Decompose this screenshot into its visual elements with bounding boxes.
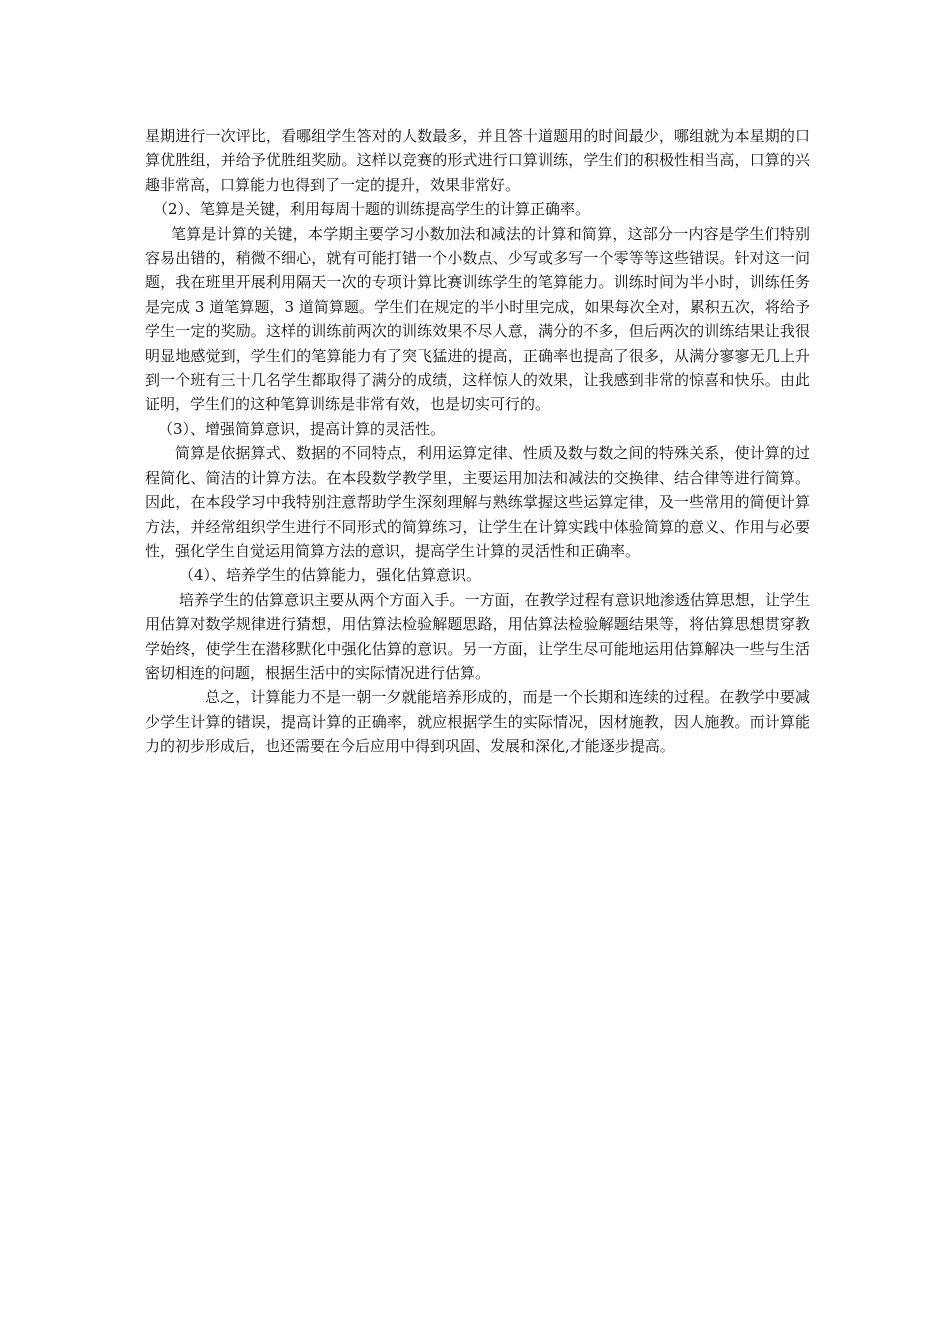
document-body (145, 124, 810, 759)
heading-written-calculation: （2）、笔算是关键，利用每周十题的训练提高学生的计算正确率。 (153, 200, 591, 219)
paragraph-simplified-calculation: 简算是依据算式、数据的不同特点，利用运算定律、性质及数与数之间的特殊关系，使计算的过程简化、简洁的计算方法。在本段数学教学里，主要运用加法和减法的交换律、结合律等进行简算。因此，在本段学习中我特别注意帮助学生深刻理解与熟练掌握这些运算定律，及一些常用的简便计算方法，并经常组织学生进行不同形式的简算练习，让学生在计算实践中体验简算的意义、作用与必要性，强化学生自觉运用简算方法的意识，提高学生计算的灵活性和正确率。 (145, 444, 810, 560)
heading-simplified-calculation: （3）、增强简算意识，提高计算的灵活性。 (158, 419, 446, 438)
paragraph-oral-arithmetic-contest: 星期进行一次评比，看哪组学生答对的人数最多，并且答十道题用的时间最少，哪组就为本星期的口算优胜组，并给予优胜组奖励。这样以竞赛的形式进行口算训练，学生们的积极性相当高，口算的兴趣非常高，口算能力也得到了一定的提升，效果非常好。 (145, 127, 810, 194)
paragraph-written-calculation: 笔算是计算的关键，本学期主要学习小数加法和减法的计算和简算，这部分一内容是学生们特别容易出错的，稍微不细心，就有可能打错一个小数点、少写或多写一个零等等这些错误。针对这一问题，我在班里开展利用隔天一次的专项计算比赛训练学生的笔算能力。训练时间为半小时，训练任务是完成 3 道笔算题，3 道简算题。学生们在规定的半小时里完成，如果每次全对，累积五次，将给予学生一定的奖励。这样的训练前两次的训练效果不尽人意，满分的不多，但后两次的训练结果让我很明显地感觉到，学生们的笔算能力有了突飞猛进的提高，正确率也提高了很多，从满分寥寥无几上升到一个班有三十几名学生都取得了满分的成绩，这样惊人的效果，让我感到非常的惊喜和快乐。由此证明，学生们的这种笔算训练是非常有效，也是切实可行的。 (145, 224, 810, 414)
paragraph-conclusion: 总之，计算能力不是一朝一夕就能培养形成的，而是一个长期和连续的过程。在教学中要减少学生计算的错误，提高计算的正确率，就应根据学生的实际情况，因材施教，因人施教。而计算能力的初步形成后，也还需要在今后应用中得到巩固、发展和深化,才能逐步提高。 (145, 688, 810, 756)
heading-estimation: （4）、培养学生的估算能力，强化估算意识。 (179, 566, 482, 585)
paragraph-estimation: 培养学生的估算意识主要从两个方面入手。一方面，在教学过程有意识地渗透估算思想，让学生用估算对数学规律进行猜想，用估算法检验解题思路，用估算法检验解题结果等，将估算思想贯穿教学始终，使学生在潜移默化中强化估算的意识。另一方面，让学生尽可能地运用估算解决一些与生活密切相连的问题，根据生活中的实际情况进行估算。 (145, 590, 810, 682)
